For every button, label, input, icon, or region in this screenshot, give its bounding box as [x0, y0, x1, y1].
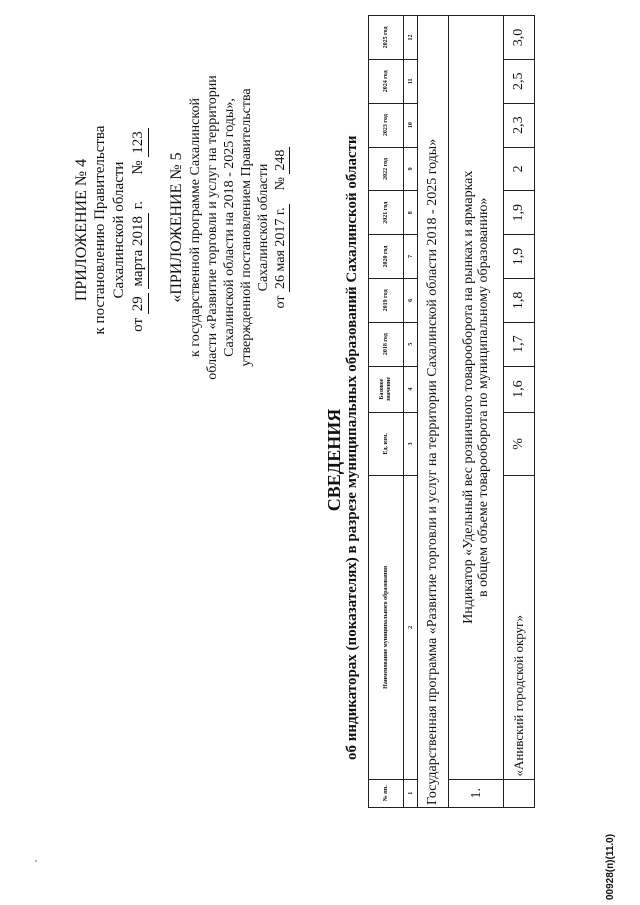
value-cell: 1,8	[504, 278, 535, 322]
header-cell: 2018 год	[369, 322, 404, 366]
value-cell: 1,9	[504, 235, 535, 279]
header-cell: № пп.	[369, 779, 404, 807]
appendix-date-day: 29	[129, 293, 149, 314]
column-number-row: 1 2 3 4 5 6 7 8 9 10 11 12	[404, 16, 418, 808]
heading-block	[324, 135, 361, 760]
program-cell: Государственная программа «Развитие торговли и услуг на территории Сахалинской области 2018 - 2025 годы»	[418, 16, 449, 808]
header-cell: 2024 год	[369, 59, 404, 103]
value-cell: 2	[504, 147, 535, 191]
prior-title: «ПРИЛОЖЕНИЕ № 5	[168, 152, 185, 303]
page-subtitle: об индикаторах (показателях) в разрезе муниципальных образований Сахалинской области	[344, 135, 360, 760]
header-cell: 2021 год	[369, 191, 404, 235]
header-cell: 2025 год	[369, 16, 404, 60]
header-cell: Ед. изм.	[369, 412, 404, 476]
scan-speck	[35, 860, 37, 862]
indicator-cell: Индикатор «Удельный вес розничного товарооборота на рынках и ярмарках в общем объеме товарооборота по муниципальному образованию»	[449, 16, 504, 780]
value-cell: 1,9	[504, 191, 535, 235]
indicators-table	[368, 15, 535, 808]
appendix-date-month: марта 2018	[129, 213, 149, 290]
page-title: СВЕДЕНИЯ	[324, 408, 344, 512]
prior-date: 26 мая 2017 г.	[272, 204, 290, 292]
appendix-number: 123	[129, 128, 149, 157]
appendix-title: ПРИЛОЖЕНИЕ № 4	[73, 158, 90, 302]
value-cell: 1,7	[504, 322, 535, 366]
value-cell: 2,5	[504, 59, 535, 103]
value-cell: 3,0	[504, 16, 535, 60]
table-row	[504, 16, 535, 808]
document-code: 00928(п)(11.0)	[605, 833, 616, 900]
header-cell: Наименование муниципального образования	[369, 476, 404, 779]
appendix-block	[72, 65, 149, 395]
value-cell: 2,3	[504, 103, 535, 147]
header-cell: 2020 год	[369, 235, 404, 279]
value-cell: 1,6	[504, 366, 535, 412]
indicator-row	[449, 16, 504, 808]
municipality-name: «Анивский городской округ»	[504, 476, 535, 779]
prior-appendix-block: «ПРИЛОЖЕНИЕ № 5 к государственной программе Сахалинской области «Развитие торговли и услуг на территории Сахалинской области на 2018 - 2025 годы», утвержденной постановлением Правительства Сахалинской области от 26 мая 2017 г. № 248	[168, 55, 290, 400]
prior-date-line: от 26 мая 2017 г. № 248	[272, 55, 290, 400]
indicator-number: 1.	[449, 779, 504, 807]
header-cell: 2019 год	[369, 278, 404, 322]
header-cell: 2023 год	[369, 103, 404, 147]
header-cell: Базовое значение	[369, 366, 404, 412]
prior-number: 248	[272, 147, 290, 174]
program-row	[418, 16, 449, 808]
appendix-date-line: от 29 марта 2018 г. № 123	[129, 65, 149, 395]
table-header-row	[369, 16, 404, 808]
appendix-line2: Сахалинской области	[111, 161, 127, 299]
unit-cell: %	[504, 412, 535, 476]
header-cell: 2022 год	[369, 147, 404, 191]
appendix-line1: к постановлению Правительства	[92, 125, 108, 335]
